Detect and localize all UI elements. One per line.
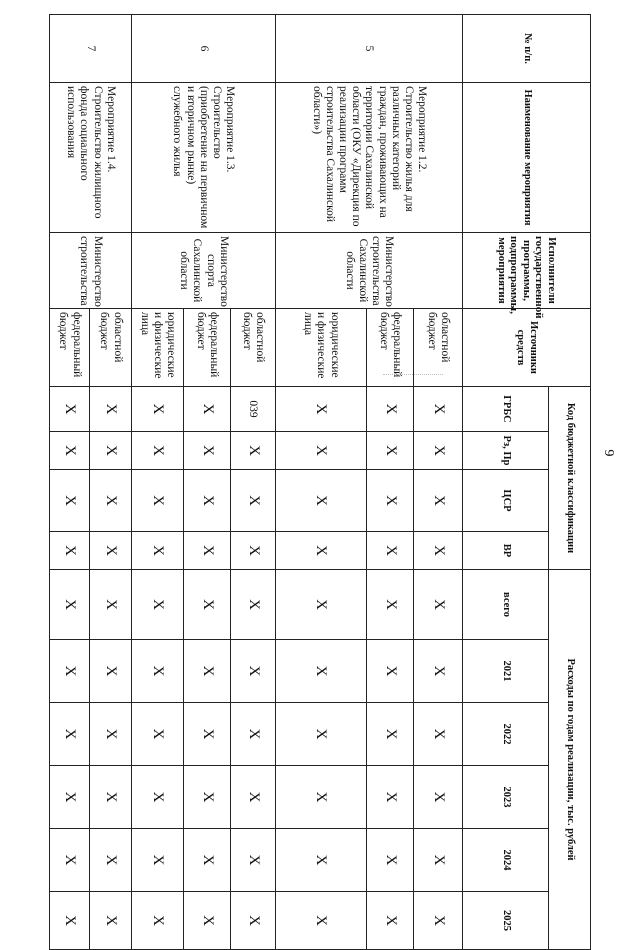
x-cell: X [275, 570, 366, 640]
x-cell: X [89, 703, 131, 766]
header-source: Источники средств [463, 309, 591, 387]
source-label: федеральный бюджет [366, 309, 413, 387]
x-cell: X [231, 470, 276, 532]
x-cell: X [275, 766, 366, 829]
header-grbs: ГРБС [463, 387, 549, 432]
x-cell: X [50, 829, 90, 892]
x-cell: X [413, 640, 462, 703]
x-cell: X [184, 829, 231, 892]
grbs-cell: X [275, 387, 366, 432]
x-cell: X [275, 703, 366, 766]
grbs-cell: X [89, 387, 131, 432]
x-cell: X [275, 432, 366, 470]
table-row [89, 15, 131, 950]
row-name: Мероприятие 1.2. Строительство жилья для различных категорий граждан, проживающих на территории Сахалинской области (ОКУ «Дирекция по реализации программ строительства Сахалинской области») [275, 83, 462, 233]
source-label: областной бюджет [231, 309, 276, 387]
x-cell: X [89, 829, 131, 892]
x-cell: X [132, 432, 184, 470]
x-cell: X [275, 532, 366, 570]
header-year: 2022 [463, 703, 549, 766]
x-cell: X [184, 640, 231, 703]
x-cell: X [413, 470, 462, 532]
x-cell: X [413, 570, 462, 640]
row-executor: Министерство строительства Сахалинской области [275, 233, 462, 309]
header-year: 2024 [463, 829, 549, 892]
x-cell: X [132, 470, 184, 532]
row-executor: Министерство спорта Сахалинской области [132, 233, 276, 309]
source-label: юридические и физические лица [275, 309, 366, 387]
x-cell: X [184, 470, 231, 532]
x-cell: X [132, 766, 184, 829]
grbs-cell: X [132, 387, 184, 432]
x-cell: X [413, 532, 462, 570]
x-cell: X [50, 766, 90, 829]
source-label: областной бюджет [413, 309, 462, 387]
x-cell: X [413, 829, 462, 892]
row-num: 7 [50, 15, 132, 83]
x-cell: X [184, 570, 231, 640]
x-cell: X [89, 892, 131, 950]
x-cell: X [184, 432, 231, 470]
x-cell: X [231, 432, 276, 470]
x-cell: X [413, 432, 462, 470]
x-cell: X [275, 470, 366, 532]
x-cell: X [132, 892, 184, 950]
table-row [413, 15, 462, 950]
source-label: федеральный бюджет [50, 309, 90, 387]
x-cell: X [275, 829, 366, 892]
x-cell: X [231, 570, 276, 640]
header-budget-code: Код бюджетной классификации [549, 387, 591, 570]
x-cell: X [50, 640, 90, 703]
header-name: Наименование мероприятия [463, 83, 591, 233]
x-cell: X [275, 640, 366, 703]
x-cell: X [231, 829, 276, 892]
x-cell: X [366, 640, 413, 703]
x-cell: X [50, 532, 90, 570]
header-executor: Исполнители государственной программы, подпрограммы, мероприятия [463, 233, 591, 309]
grbs-cell: X [50, 387, 90, 432]
x-cell: X [50, 432, 90, 470]
grbs-cell: X [413, 387, 462, 432]
x-cell: X [366, 892, 413, 950]
x-cell: X [50, 892, 90, 950]
source-label: федеральный бюджет [184, 309, 231, 387]
grbs-cell: 039 [231, 387, 276, 432]
source-label: юридические и физические лица [132, 309, 184, 387]
row-num: 6 [132, 15, 276, 83]
x-cell: X [50, 703, 90, 766]
header-year: 2021 [463, 640, 549, 703]
header-rzpr: Рз, Пр [463, 432, 549, 470]
header-year: 2025 [463, 892, 549, 950]
budget-table [49, 14, 591, 950]
x-cell: X [231, 892, 276, 950]
row-name: Мероприятие 1.3. Строительство (приобретение на первичном и вторичном рынке) служебного жилья [132, 83, 276, 233]
grbs-cell: X [366, 387, 413, 432]
x-cell: X [89, 640, 131, 703]
x-cell: X [413, 892, 462, 950]
grbs-cell: X [184, 387, 231, 432]
x-cell: X [366, 532, 413, 570]
x-cell: X [413, 766, 462, 829]
x-cell: X [89, 532, 131, 570]
page-number: 6 [603, 449, 618, 457]
x-cell: X [275, 892, 366, 950]
row-executor: Министерство строительства [50, 233, 132, 309]
x-cell: X [366, 766, 413, 829]
x-cell: X [50, 570, 90, 640]
x-cell: X [50, 470, 90, 532]
x-cell: X [366, 829, 413, 892]
x-cell: X [231, 766, 276, 829]
row-name: Мероприятие 1.4. Строительство жилищного фонда социального использования [50, 83, 132, 233]
x-cell: X [89, 470, 131, 532]
header-vr: ВР [463, 532, 549, 570]
header-total: всего [463, 570, 549, 640]
x-cell: X [366, 470, 413, 532]
x-cell: X [413, 703, 462, 766]
x-cell: X [132, 829, 184, 892]
x-cell: X [132, 703, 184, 766]
row-num: 5 [275, 15, 462, 83]
x-cell: X [184, 532, 231, 570]
x-cell: X [184, 766, 231, 829]
rotated-table-wrapper [49, 14, 591, 932]
x-cell: X [89, 432, 131, 470]
x-cell: X [366, 703, 413, 766]
x-cell: X [89, 570, 131, 640]
x-cell: X [89, 766, 131, 829]
x-cell: X [184, 703, 231, 766]
header-csr: ЦСР [463, 470, 549, 532]
x-cell: X [132, 532, 184, 570]
x-cell: X [231, 640, 276, 703]
x-cell: X [184, 892, 231, 950]
x-cell: X [132, 570, 184, 640]
header-num: № п/п. [463, 15, 591, 83]
source-label: областной бюджет [89, 309, 131, 387]
x-cell: X [366, 432, 413, 470]
x-cell: X [231, 532, 276, 570]
header-expenses: Расходы по годам реализации, тыс. рублей [549, 570, 591, 950]
x-cell: X [132, 640, 184, 703]
x-cell: X [366, 570, 413, 640]
header-year: 2023 [463, 766, 549, 829]
x-cell: X [231, 703, 276, 766]
table-row [231, 15, 276, 950]
